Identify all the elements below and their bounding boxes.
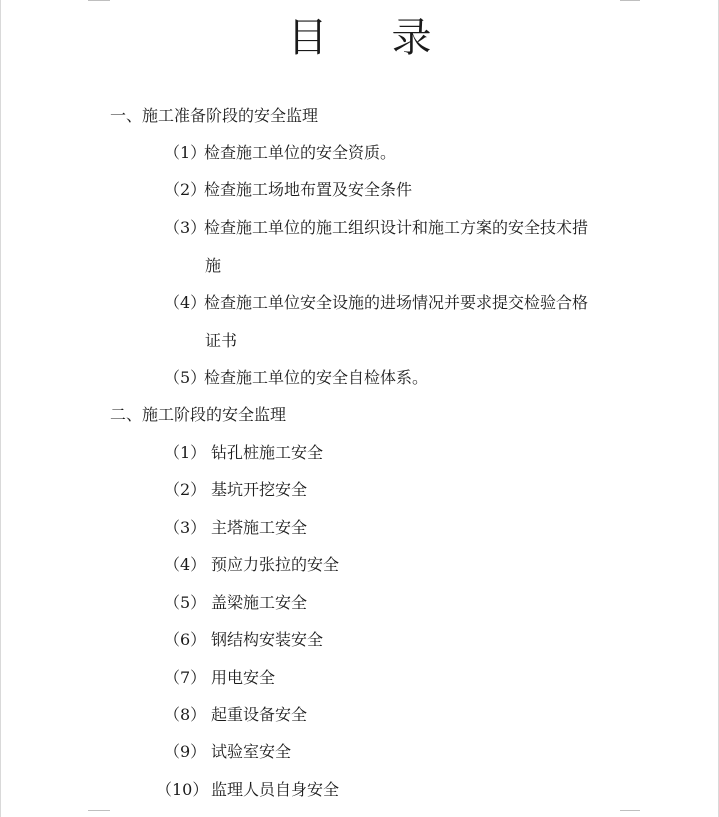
crop-mark bbox=[620, 0, 640, 1]
item-text: 起重设备安全 bbox=[211, 705, 308, 724]
item-number: （1） bbox=[164, 143, 207, 162]
item-number: （5） bbox=[164, 368, 207, 387]
section-heading-1: 一、施工准备阶段的安全监理 bbox=[110, 106, 319, 125]
item-text: 试验室安全 bbox=[211, 742, 292, 761]
toc-item bbox=[164, 218, 588, 238]
title-char-2: 录 bbox=[391, 14, 432, 61]
item-number: （5） bbox=[164, 593, 207, 612]
item-text: 基坑开挖安全 bbox=[211, 480, 308, 499]
item-number: （4） bbox=[164, 293, 207, 312]
toc-item bbox=[164, 293, 588, 313]
toc-item bbox=[164, 368, 428, 388]
item-number: （2） bbox=[164, 180, 207, 199]
item-text: 主塔施工安全 bbox=[211, 518, 308, 537]
crop-mark bbox=[620, 810, 640, 811]
item-text-continuation: 施 bbox=[205, 256, 222, 275]
toc-item bbox=[164, 668, 275, 688]
section-heading-2: 二、施工阶段的安全监理 bbox=[110, 405, 287, 424]
item-number: （4） bbox=[164, 555, 207, 574]
toc-item bbox=[164, 705, 307, 725]
item-text: 钻孔桩施工安全 bbox=[211, 443, 324, 462]
item-text: 预应力张拉的安全 bbox=[211, 555, 340, 574]
item-number: （2） bbox=[164, 480, 207, 499]
toc-item bbox=[164, 742, 291, 762]
item-number: （3） bbox=[164, 218, 207, 237]
crop-mark bbox=[88, 0, 110, 1]
toc-item bbox=[164, 143, 396, 163]
item-number: （9） bbox=[164, 742, 207, 761]
toc-item bbox=[164, 480, 307, 500]
item-number: （1） bbox=[164, 443, 207, 462]
toc-item bbox=[164, 180, 412, 200]
item-text: 钢结构安装安全 bbox=[211, 630, 324, 649]
toc-item bbox=[156, 780, 340, 800]
toc-item bbox=[164, 555, 339, 575]
item-number: （10） bbox=[156, 780, 209, 799]
item-number: （6） bbox=[164, 630, 207, 649]
toc-item bbox=[164, 443, 323, 463]
item-text: 检查施工单位的安全资质。 bbox=[204, 143, 397, 162]
item-text: 用电安全 bbox=[211, 668, 276, 687]
item-number: （8） bbox=[164, 705, 207, 724]
page-title bbox=[0, 8, 719, 60]
page-left-edge bbox=[0, 0, 1, 817]
toc-item bbox=[164, 593, 307, 613]
item-text: 检查施工单位安全设施的进场情况并要求提交检验合格 bbox=[204, 293, 589, 312]
item-text: 盖梁施工安全 bbox=[211, 593, 308, 612]
item-text: 监理人员自身安全 bbox=[211, 780, 340, 799]
item-text: 检查施工单位的安全自检体系。 bbox=[204, 368, 429, 387]
toc-item bbox=[164, 518, 307, 538]
item-text-continuation: 证书 bbox=[205, 331, 238, 350]
item-number: （3） bbox=[164, 518, 207, 537]
title-char-1: 目 bbox=[287, 14, 328, 61]
item-number: （7） bbox=[164, 668, 207, 687]
item-text: 检查施工场地布置及安全条件 bbox=[204, 180, 413, 199]
crop-mark bbox=[88, 810, 110, 811]
item-text: 检查施工单位的施工组织设计和施工方案的安全技术措 bbox=[204, 218, 589, 237]
toc-item bbox=[164, 630, 323, 650]
